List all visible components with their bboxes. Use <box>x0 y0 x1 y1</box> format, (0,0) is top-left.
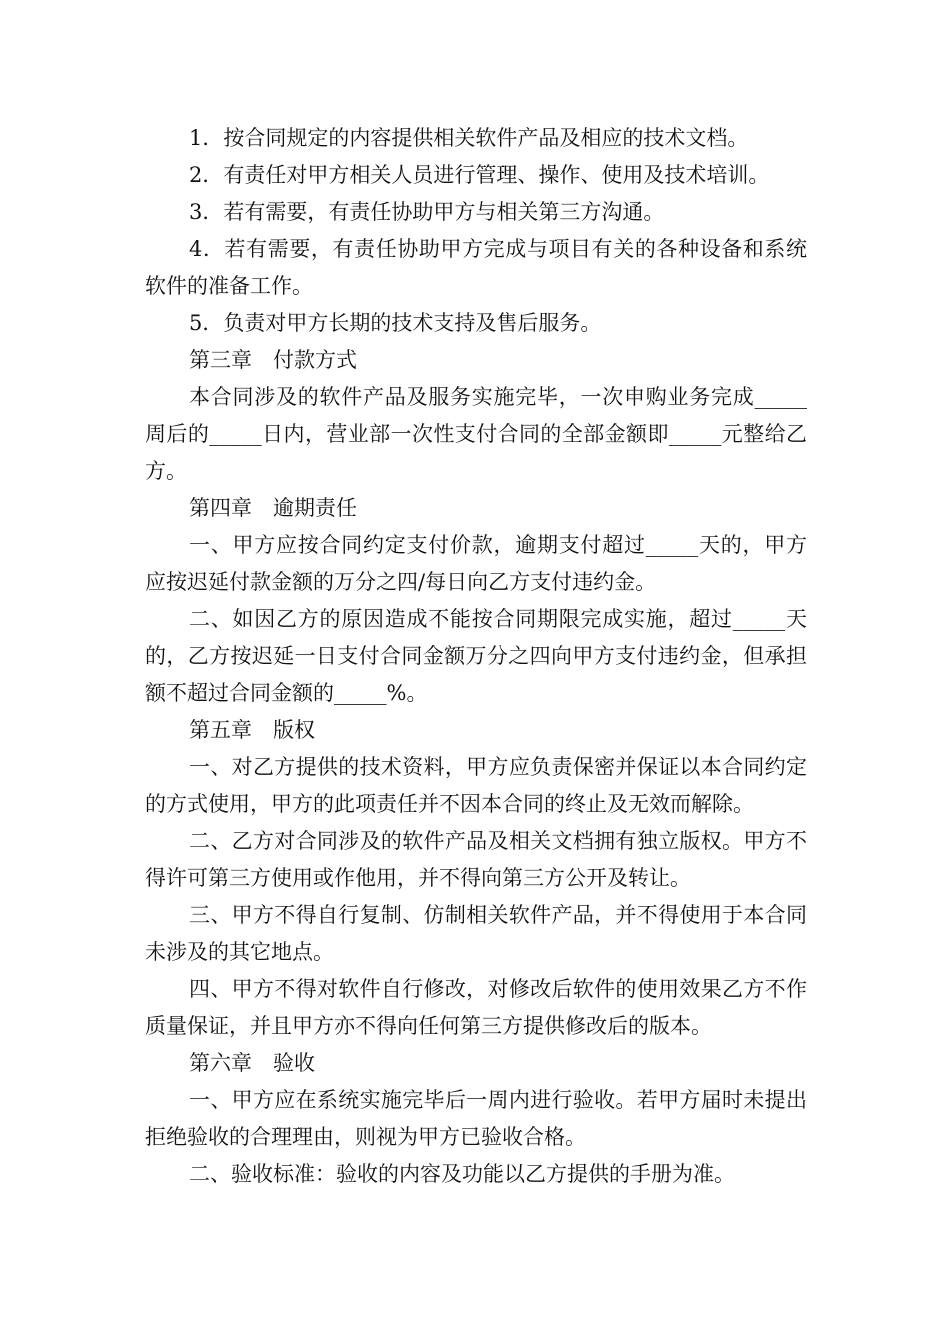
chapter-6-heading: 第六章 验收 <box>189 1051 315 1075</box>
copyright-clause-2: 二、乙方对合同涉及的软件产品及相关文档拥有独立版权。甲方不得许可第三方使用或作他用，并不得向第三方公开及转让。 <box>145 829 807 890</box>
chapter-5-heading: 第五章 版权 <box>189 718 315 742</box>
chapter-4-heading: 第四章 逾期责任 <box>189 496 357 520</box>
copyright-clause-1: 一、对乙方提供的技术资料，甲方应负责保密并保证以本合同约定的方式使用，甲方的此项责任并不因本合同的终止及无效而解除。 <box>145 755 807 816</box>
clause-item-1: 1．按合同规定的内容提供相关软件产品及相应的技术文档。 <box>189 126 749 150</box>
acceptance-clause-2: 二、验收标准：验收的内容及功能以乙方提供的手册为准。 <box>189 1162 735 1186</box>
copyright-clause-3: 三、甲方不得自行复制、仿制相关软件产品，并不得使用于本合同未涉及的其它地点。 <box>145 903 807 964</box>
overdue-clause-2: 二、如因乙方的原因造成不能按合同期限完成实施，超过_____天的，乙方按迟延一日支付合同金额万分之四向甲方支付违约金，但承担额不超过合同金额的_____%。 <box>145 607 807 705</box>
clause-item-3: 3．若有需要，有责任协助甲方与相关第三方沟通。 <box>189 200 665 224</box>
clause-item-5: 5．负责对甲方长期的技术支持及售后服务。 <box>189 311 602 335</box>
acceptance-clause-1: 一、甲方应在系统实施完毕后一周内进行验收。若甲方届时未提出拒绝验收的合理理由，则视为甲方已验收合格。 <box>145 1088 807 1149</box>
clause-item-2: 2．有责任对甲方相关人员进行管理、操作、使用及技术培训。 <box>189 163 770 187</box>
copyright-clause-4: 四、甲方不得对软件自行修改，对修改后软件的使用效果乙方不作质量保证，并且甲方亦不得向任何第三方提供修改后的版本。 <box>145 977 807 1038</box>
document-page <box>145 120 807 1193</box>
chapter-3-heading: 第三章 付款方式 <box>189 348 357 372</box>
overdue-clause-1: 一、甲方应按合同约定支付价款，逾期支付超过_____天的，甲方应按迟延付款金额的万分之四/每日向乙方支付违约金。 <box>145 533 807 594</box>
clause-item-4: 4．若有需要，有责任协助甲方完成与项目有关的各种设备和系统软件的准备工作。 <box>145 237 807 298</box>
payment-clause: 本合同涉及的软件产品及服务实施完毕，一次申购业务完成_____周后的_____日内，营业部一次性支付合同的全部金额即_____元整给乙方。 <box>145 385 807 483</box>
